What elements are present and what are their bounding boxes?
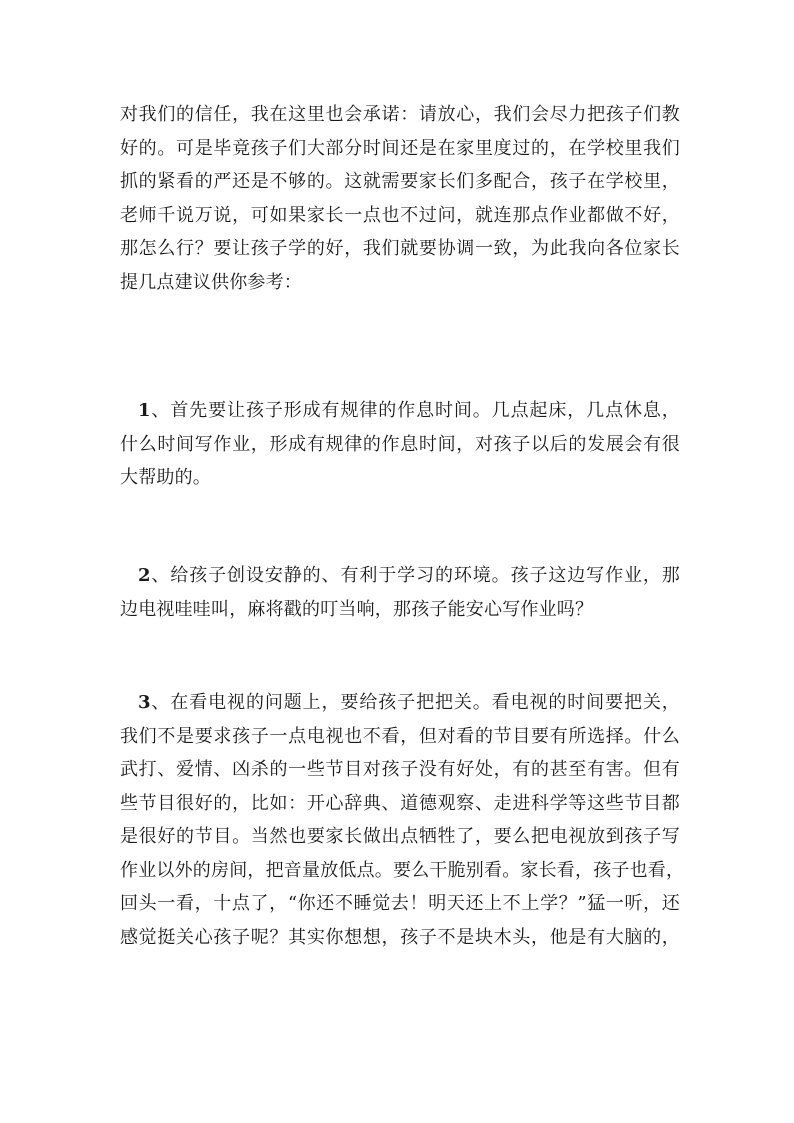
item-3-paragraph <box>120 686 685 954</box>
item-number: 3 <box>138 692 151 713</box>
item-3-first-line <box>120 686 680 720</box>
text-line: 好的。可是毕竟孩子们大部分时间还是在家里度过的，在学校里我们 <box>120 137 680 159</box>
item-1-first-line <box>120 394 680 428</box>
text-line: 回头一看，十点了，“你还不睡觉去！明天还上不上学？”猛一听，还 <box>120 893 680 914</box>
text-line: 对我们的信任，我在这里也会承诺：请放心，我们会尽力把孩子们教 <box>120 104 680 125</box>
text-line: 老师千说万说，可如果家长一点也不过问，就连那点作业都做不好， <box>120 204 680 226</box>
text-line: 些节目很好的，比如：开心辞典、道德观察、走进科学等这些节目都 <box>120 792 680 814</box>
text-line: 那怎么行？要让孩子学的好，我们就要协调一致，为此我向各位家长 <box>120 238 680 259</box>
text-line: 什么时间写作业，形成有规律的作息时间，对孩子以后的发展会有很 <box>120 433 680 455</box>
item-2-paragraph <box>120 559 680 626</box>
text-line: 武打、爱情、凶杀的一些节目对孩子没有好处，有的甚至有害。但有 <box>120 759 680 780</box>
text-line: 抓的紧看的严还是不够的。这就需要家长们多配合，孩子在学校里， <box>120 171 680 192</box>
item-1-paragraph <box>120 394 680 495</box>
text-line: 是很好的节目。当然也要家长做出点牺牲了，要么把电视放到孩子写 <box>120 826 680 847</box>
text-line: 作业以外的房间，把音量放低点。要么干脆别看。家长看，孩子也看， <box>120 859 685 881</box>
intro-paragraph <box>120 98 680 299</box>
item-number: 2 <box>138 565 151 586</box>
text-line: 、给孩子创设安静的、有利于学习的环境。孩子这边写作业，那 <box>150 565 680 586</box>
text-line: 我们不是要求孩子一点电视也不看，但对看的节目要有所选择。什么 <box>120 725 680 747</box>
text-line: 大帮助的。 <box>120 467 211 488</box>
text-line: 边电视哇哇叫，麻将戳的叮当响，那孩子能安心写作业吗？ <box>120 598 594 620</box>
text-line: 、首先要让孩子形成有规律的作息时间。几点起床，几点休息， <box>150 400 680 421</box>
item-number: 1 <box>138 400 151 421</box>
text-line: 感觉挺关心孩子呢？其实你想想，孩子不是块木头，他是有大脑的， <box>120 926 680 948</box>
item-2-first-line <box>120 559 680 593</box>
text-line: 提几点建议供你参考： <box>120 271 302 293</box>
text-line: 、在看电视的问题上，要给孩子把把关。看电视的时间要把关， <box>150 692 680 713</box>
